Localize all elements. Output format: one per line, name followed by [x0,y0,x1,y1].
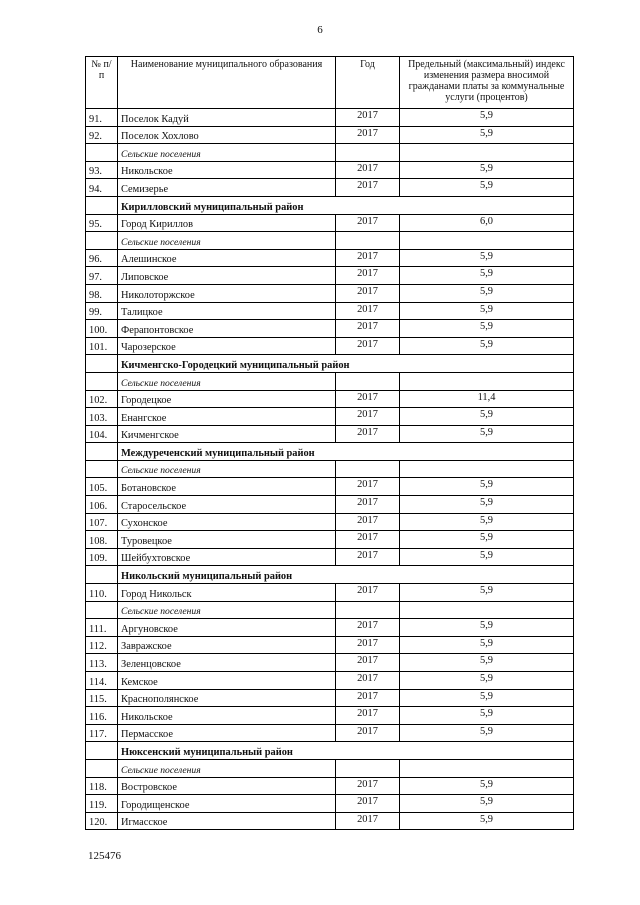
row-number-empty [86,601,118,619]
row-index-value: 5,9 [400,478,574,496]
row-number: 101. [86,337,118,355]
row-year: 2017 [336,619,400,637]
municipality-name: Город Никольск [118,584,336,602]
row-number: 114. [86,672,118,690]
municipality-name: Чарозерское [118,337,336,355]
table-row [86,267,574,285]
row-year: 2017 [336,179,400,197]
municipality-name: Никольское [118,707,336,725]
row-year: 2017 [336,812,400,830]
row-number: 96. [86,249,118,267]
district-title: Никольский муниципальный район [118,566,574,584]
table-row [86,777,574,795]
row-year: 2017 [336,337,400,355]
table-row [86,161,574,179]
row-number: 106. [86,496,118,514]
municipality-name: Игмасское [118,812,336,830]
table-body [86,109,574,830]
table-row [86,284,574,302]
row-number: 100. [86,320,118,338]
table-row [86,531,574,549]
row-number: 99. [86,302,118,320]
subsection-label: Сельские поселения [118,372,336,390]
row-index-value: 5,9 [400,672,574,690]
subsection-row [86,144,574,162]
row-year: 2017 [336,390,400,408]
column-header-year: Год [336,57,400,109]
district-title: Междуреченский муниципальный район [118,443,574,461]
row-number-empty [86,460,118,478]
row-number: 104. [86,425,118,443]
row-index-value: 5,9 [400,584,574,602]
municipality-name: Шейбухтовское [118,548,336,566]
table-row [86,548,574,566]
row-year: 2017 [336,548,400,566]
row-number-empty [86,355,118,373]
table-row [86,408,574,426]
table-header-row [86,57,574,109]
row-year: 2017 [336,126,400,144]
table-row [86,390,574,408]
subsection-row [86,372,574,390]
row-index-value: 5,9 [400,707,574,725]
district-row [86,196,574,214]
row-year: 2017 [336,408,400,426]
row-year: 2017 [336,425,400,443]
municipality-name: Зеленцовское [118,654,336,672]
row-number: 119. [86,795,118,813]
row-number-empty [86,566,118,584]
row-number: 109. [86,548,118,566]
row-index-value: 5,9 [400,812,574,830]
row-year: 2017 [336,724,400,742]
row-number-empty [86,232,118,250]
row-year: 2017 [336,214,400,232]
row-number: 94. [86,179,118,197]
municipality-name: Поселок Кадуй [118,109,336,127]
row-year: 2017 [336,302,400,320]
row-index-value: 5,9 [400,548,574,566]
row-index-value: 5,9 [400,777,574,795]
row-year: 2017 [336,249,400,267]
row-year: 2017 [336,584,400,602]
row-year-empty [336,460,400,478]
table-row [86,249,574,267]
municipality-name: Сухонское [118,513,336,531]
row-number: 115. [86,689,118,707]
row-number: 91. [86,109,118,127]
table-row [86,707,574,725]
subsection-label: Сельские поселения [118,144,336,162]
municipality-name: Николоторжское [118,284,336,302]
municipality-name: Талицкое [118,302,336,320]
row-number-empty [86,759,118,777]
row-index-empty [400,232,574,250]
row-index-value: 5,9 [400,249,574,267]
table-row [86,320,574,338]
table-row [86,654,574,672]
municipality-name: Липовское [118,267,336,285]
row-index-empty [400,759,574,777]
table-row [86,513,574,531]
municipality-name: Пермасское [118,724,336,742]
row-index-value: 5,9 [400,284,574,302]
municipality-name: Городецкое [118,390,336,408]
row-index-value: 5,9 [400,109,574,127]
municipality-name: Енангское [118,408,336,426]
table-row [86,126,574,144]
municipality-name: Завражское [118,636,336,654]
row-number: 120. [86,812,118,830]
municipality-name: Кичменгское [118,425,336,443]
row-index-value: 5,9 [400,531,574,549]
row-index-value: 5,9 [400,636,574,654]
row-number: 103. [86,408,118,426]
row-year: 2017 [336,654,400,672]
municipality-name: Ферапонтовское [118,320,336,338]
row-year: 2017 [336,636,400,654]
municipality-name: Аргуновское [118,619,336,637]
row-number: 111. [86,619,118,637]
municipality-name: Краснополянское [118,689,336,707]
municipality-name: Город Кириллов [118,214,336,232]
table-row [86,425,574,443]
row-index-empty [400,144,574,162]
table-row [86,478,574,496]
row-index-value: 5,9 [400,267,574,285]
row-year-empty [336,232,400,250]
row-year: 2017 [336,531,400,549]
row-year-empty [336,601,400,619]
row-index-value: 5,9 [400,320,574,338]
row-year: 2017 [336,267,400,285]
row-index-value: 5,9 [400,302,574,320]
row-index-value: 5,9 [400,179,574,197]
row-year: 2017 [336,496,400,514]
table-row [86,619,574,637]
subsection-label: Сельские поселения [118,601,336,619]
row-year: 2017 [336,478,400,496]
page-number: 6 [317,24,323,36]
subsection-row [86,232,574,250]
row-number: 110. [86,584,118,602]
row-year: 2017 [336,320,400,338]
municipality-name: Туровецкое [118,531,336,549]
district-title: Нюксенский муниципальный район [118,742,574,760]
row-year-empty [336,144,400,162]
district-row [86,443,574,461]
row-number: 108. [86,531,118,549]
table-row [86,636,574,654]
tariff-index-table [85,56,574,830]
row-index-empty [400,601,574,619]
municipality-name: Востровское [118,777,336,795]
row-year: 2017 [336,513,400,531]
table-row [86,584,574,602]
table-row [86,724,574,742]
row-year: 2017 [336,777,400,795]
district-row [86,742,574,760]
row-year: 2017 [336,707,400,725]
municipality-name: Ботановское [118,478,336,496]
row-number: 98. [86,284,118,302]
row-year: 2017 [336,689,400,707]
row-number: 97. [86,267,118,285]
row-index-value: 5,9 [400,724,574,742]
row-number-empty [86,443,118,461]
district-title: Кичменгско-Городецкий муниципальный район [118,355,574,373]
municipality-name: Кемское [118,672,336,690]
subsection-label: Сельские поселения [118,460,336,478]
municipality-name: Никольское [118,161,336,179]
row-index-value: 11,4 [400,390,574,408]
table-row [86,214,574,232]
row-number: 93. [86,161,118,179]
table-row [86,812,574,830]
row-number: 105. [86,478,118,496]
row-year: 2017 [336,672,400,690]
row-number: 113. [86,654,118,672]
subsection-label: Сельские поселения [118,232,336,250]
municipality-name: Поселок Хохлово [118,126,336,144]
subsection-row [86,601,574,619]
column-header-num: № п/п [86,57,118,109]
district-title: Кирилловский муниципальный район [118,196,574,214]
row-number: 107. [86,513,118,531]
row-index-value: 5,9 [400,161,574,179]
row-number: 116. [86,707,118,725]
row-year: 2017 [336,284,400,302]
row-index-value: 5,9 [400,619,574,637]
row-number-empty [86,196,118,214]
row-index-empty [400,460,574,478]
row-year: 2017 [336,109,400,127]
subsection-row [86,460,574,478]
municipality-name: Семизерье [118,179,336,197]
subsection-label: Сельские поселения [118,759,336,777]
municipality-name: Старосельское [118,496,336,514]
table-row [86,496,574,514]
document-id: 125476 [88,850,121,862]
district-row [86,355,574,373]
table-row [86,795,574,813]
row-index-value: 6,0 [400,214,574,232]
table-row [86,672,574,690]
row-number: 95. [86,214,118,232]
municipality-name: Городищенское [118,795,336,813]
column-header-index: Предельный (максимальный) индекс изменения размера вносимой гражданами платы за коммунальные услуги (процентов) [400,57,574,109]
row-number-empty [86,372,118,390]
municipality-name: Алешинское [118,249,336,267]
row-number: 102. [86,390,118,408]
row-index-value: 5,9 [400,795,574,813]
table-row [86,302,574,320]
row-number: 118. [86,777,118,795]
table-row [86,689,574,707]
column-header-name: Наименование муниципального образования [118,57,336,109]
row-year: 2017 [336,795,400,813]
row-number: 112. [86,636,118,654]
row-number-empty [86,144,118,162]
row-year-empty [336,372,400,390]
row-number-empty [86,742,118,760]
row-year-empty [336,759,400,777]
row-number: 117. [86,724,118,742]
table-row [86,179,574,197]
table-row [86,337,574,355]
table-row [86,109,574,127]
row-number: 92. [86,126,118,144]
row-index-value: 5,9 [400,126,574,144]
subsection-row [86,759,574,777]
row-index-value: 5,9 [400,689,574,707]
row-index-value: 5,9 [400,654,574,672]
row-index-value: 5,9 [400,408,574,426]
row-year: 2017 [336,161,400,179]
row-index-empty [400,372,574,390]
row-index-value: 5,9 [400,425,574,443]
row-index-value: 5,9 [400,513,574,531]
district-row [86,566,574,584]
row-index-value: 5,9 [400,337,574,355]
row-index-value: 5,9 [400,496,574,514]
